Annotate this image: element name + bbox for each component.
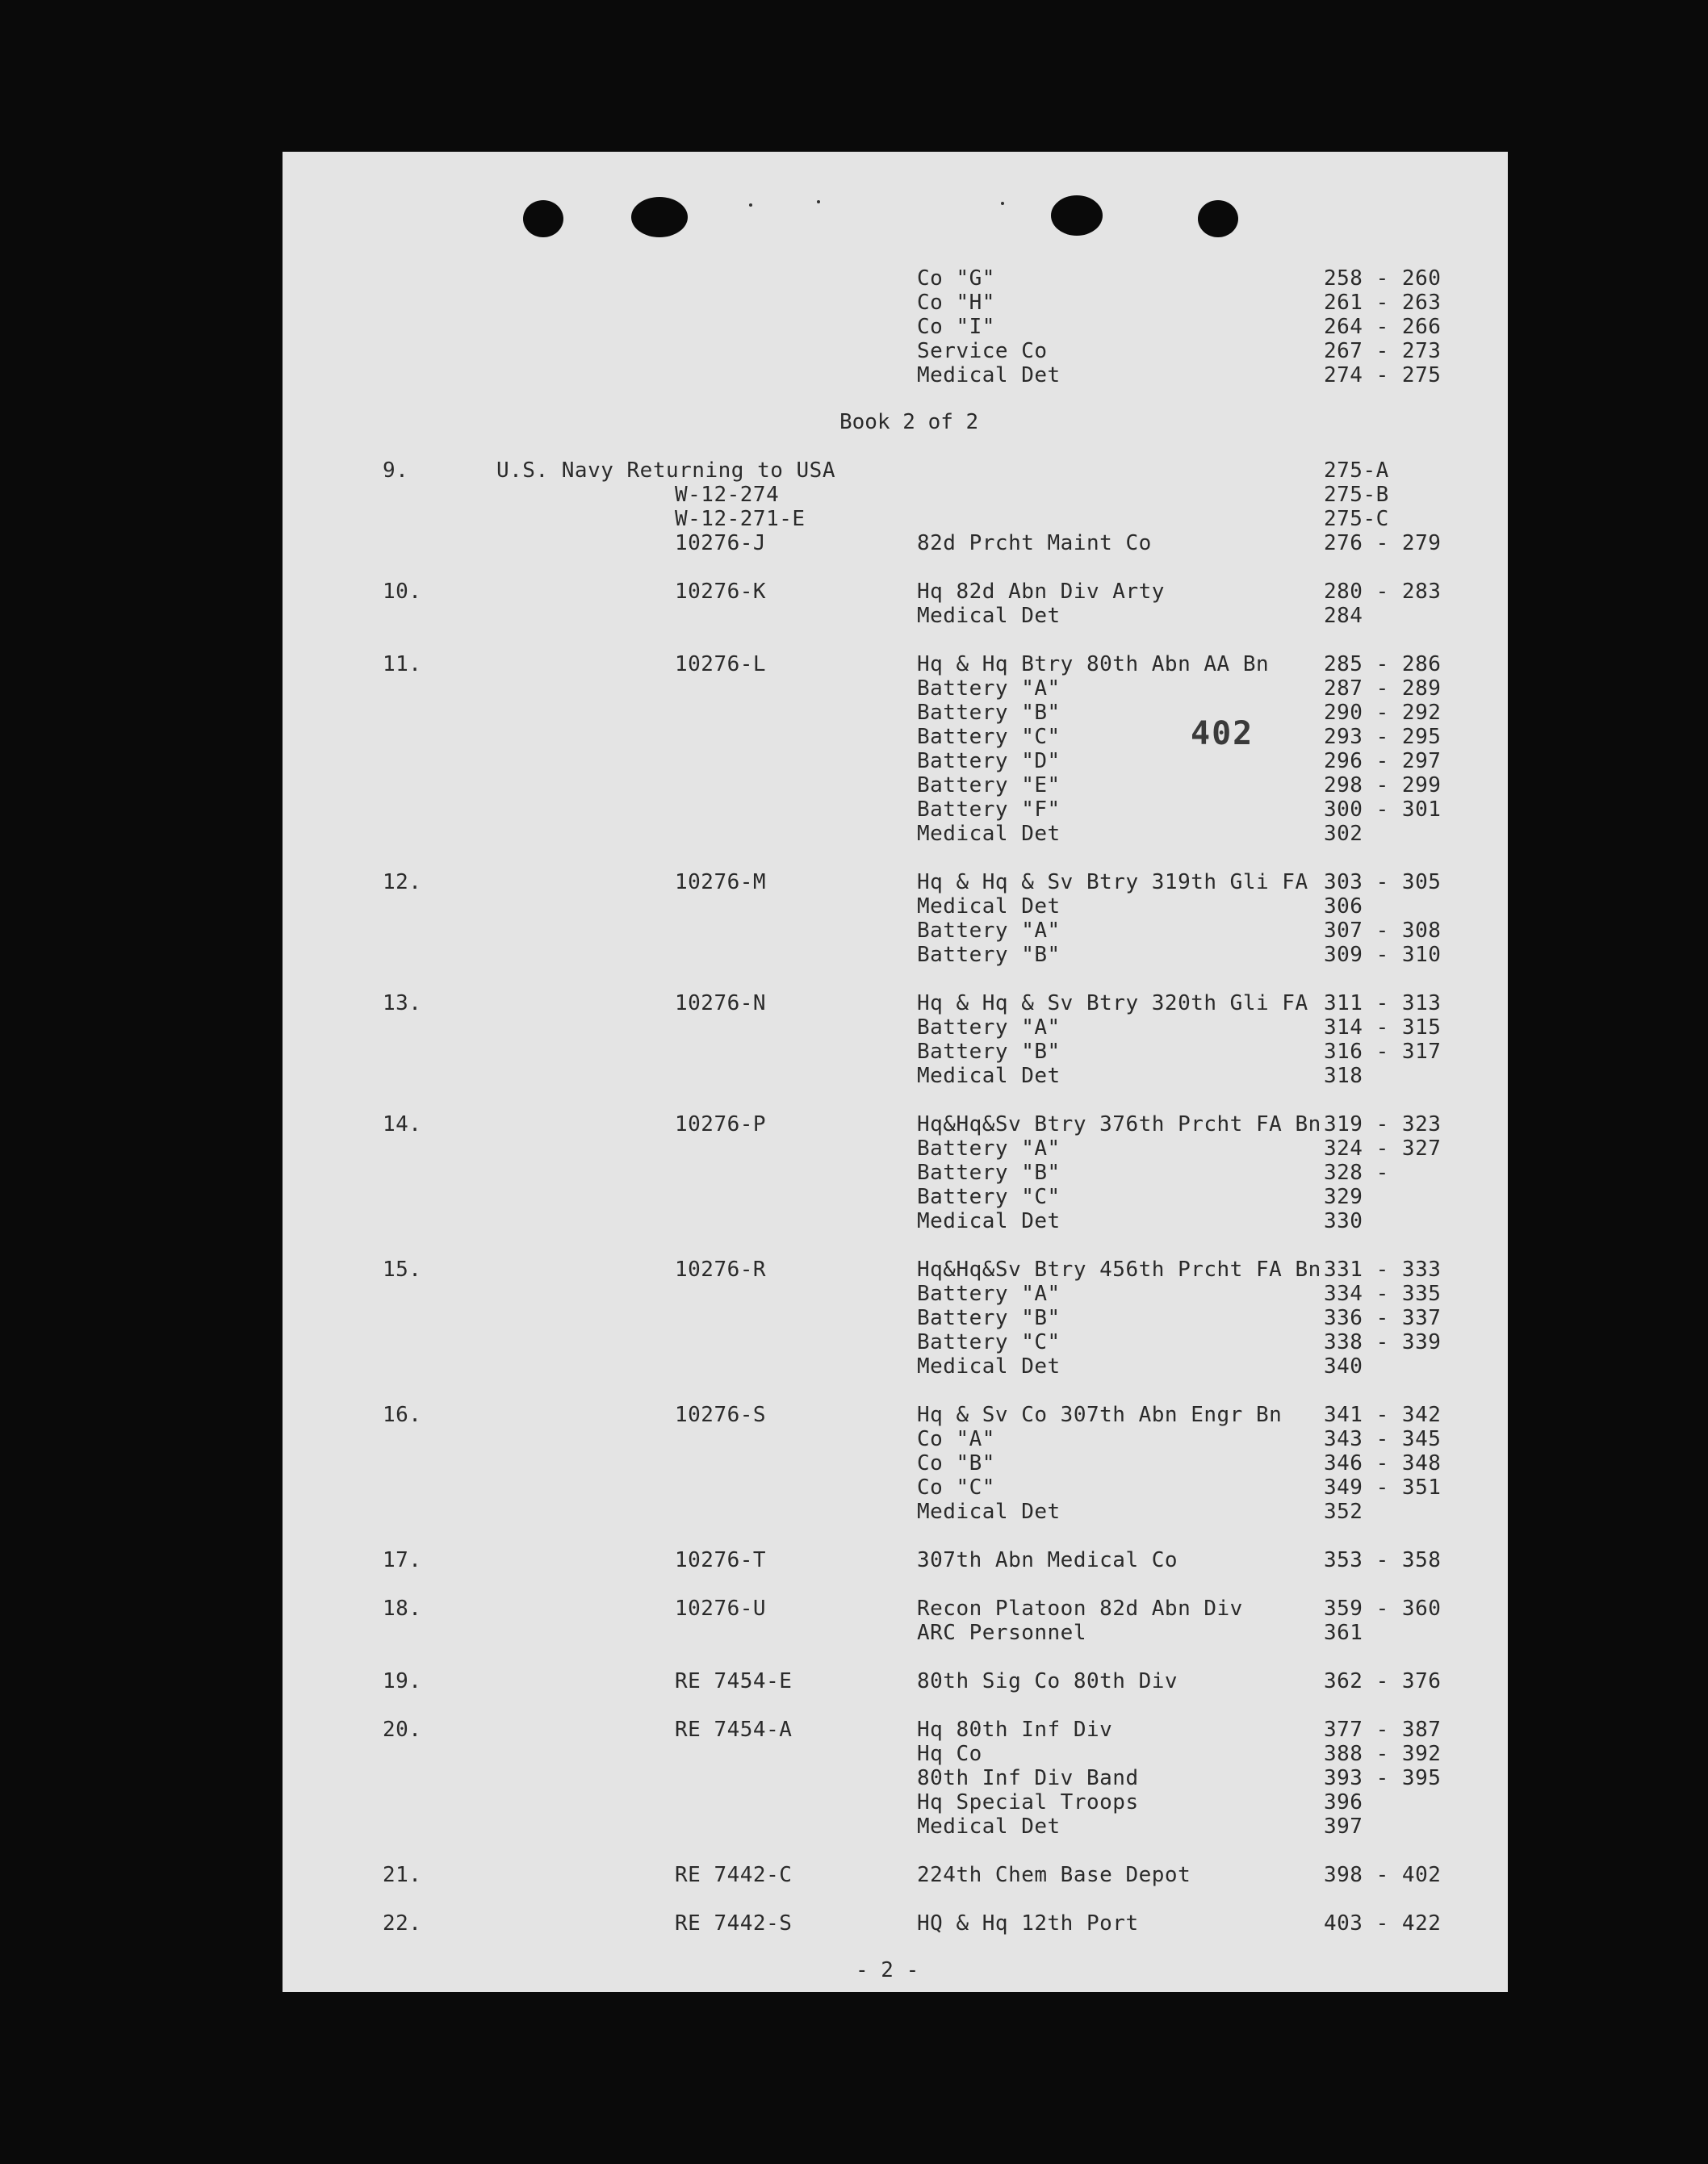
page-range: 398 - 402 [1324, 1863, 1442, 1887]
entry-number: 20. [383, 1718, 422, 1742]
page-range: 316 - 317 [1324, 1040, 1442, 1064]
entry-number: 11. [383, 652, 422, 676]
page-range: 377 - 387 [1324, 1718, 1442, 1742]
record-code: W-12-271-E [675, 507, 806, 531]
unit-name: Co "H" [917, 291, 995, 315]
page-range: 285 - 286 [1324, 652, 1442, 676]
unit-name: Medical Det [917, 1814, 1061, 1839]
page-range: 341 - 342 [1324, 1403, 1442, 1427]
page-range: 284 [1324, 604, 1363, 628]
entry-number: 18. [383, 1597, 422, 1621]
unit-name: 224th Chem Base Depot [917, 1863, 1191, 1887]
page-range: 296 - 297 [1324, 749, 1442, 773]
entry-description: U.S. Navy Returning to USA [496, 458, 835, 483]
page-range: 336 - 337 [1324, 1306, 1442, 1330]
page-range: 353 - 358 [1324, 1548, 1442, 1572]
document-sheet [283, 152, 1508, 1992]
unit-name: 307th Abn Medical Co [917, 1548, 1178, 1572]
page-range: 280 - 283 [1324, 580, 1442, 604]
unit-name: Hq&Hq&Sv Btry 376th Prcht FA Bn [917, 1112, 1321, 1136]
page-range: 311 - 313 [1324, 991, 1442, 1015]
unit-name: Co "I" [917, 315, 995, 339]
unit-name: Hq&Hq&Sv Btry 456th Prcht FA Bn [917, 1258, 1321, 1282]
page-range: 362 - 376 [1324, 1669, 1442, 1693]
entry-number: 10. [383, 580, 422, 604]
book-heading: Book 2 of 2 [839, 410, 979, 434]
unit-name: Medical Det [917, 1209, 1061, 1233]
record-code: 10276-N [675, 991, 767, 1015]
page-range: 290 - 292 [1324, 701, 1442, 725]
page-range: 276 - 279 [1324, 531, 1442, 555]
entry-number: 16. [383, 1403, 422, 1427]
record-code: RE 7454-E [675, 1669, 793, 1693]
page-range: 306 [1324, 894, 1363, 919]
page-range: 397 [1324, 1814, 1363, 1839]
punch-hole [1198, 200, 1238, 237]
record-code: W-12-274 [675, 483, 780, 507]
unit-name: Hq Special Troops [917, 1790, 1139, 1814]
page-number: - 2 - [856, 1958, 919, 1982]
unit-name: Hq 80th Inf Div [917, 1718, 1113, 1742]
record-code: RE 7442-C [675, 1863, 793, 1887]
unit-name: 80th Inf Div Band [917, 1766, 1139, 1790]
page-range: 403 - 422 [1324, 1911, 1442, 1936]
page-range: 264 - 266 [1324, 315, 1442, 339]
unit-name: Battery "B" [917, 943, 1061, 967]
unit-name: Medical Det [917, 604, 1061, 628]
unit-name: Battery "A" [917, 1282, 1061, 1306]
unit-name: Medical Det [917, 1500, 1061, 1524]
punch-hole [631, 197, 688, 237]
unit-name: Hq 82d Abn Div Arty [917, 580, 1165, 604]
page-range: 331 - 333 [1324, 1258, 1442, 1282]
record-code: 10276-U [675, 1597, 767, 1621]
unit-name: Medical Det [917, 1354, 1061, 1379]
page-range: 287 - 289 [1324, 676, 1442, 701]
unit-name: Hq & Hq Btry 80th Abn AA Bn [917, 652, 1270, 676]
unit-name: Battery "B" [917, 1306, 1061, 1330]
page-range: 302 [1324, 822, 1363, 846]
page-range: 346 - 348 [1324, 1451, 1442, 1475]
page-range: 261 - 263 [1324, 291, 1442, 315]
page-range: 275-A [1324, 458, 1389, 483]
record-code: 10276-J [675, 531, 767, 555]
entry-number: 22. [383, 1911, 422, 1936]
page-range: 303 - 305 [1324, 870, 1442, 894]
page-range: 388 - 392 [1324, 1742, 1442, 1766]
page-range: 258 - 260 [1324, 266, 1442, 291]
page-range: 330 [1324, 1209, 1363, 1233]
page-range: 293 - 295 [1324, 725, 1442, 749]
page-range: 359 - 360 [1324, 1597, 1442, 1621]
record-code: 10276-R [675, 1258, 767, 1282]
unit-name: Battery "C" [917, 1330, 1061, 1354]
page-range: 328 - [1324, 1161, 1389, 1185]
entry-number: 9. [383, 458, 409, 483]
unit-name: 82d Prcht Maint Co [917, 531, 1152, 555]
unit-name: ARC Personnel [917, 1621, 1086, 1645]
unit-name: Battery "F" [917, 797, 1061, 822]
unit-name: 80th Sig Co 80th Div [917, 1669, 1178, 1693]
page-range: 300 - 301 [1324, 797, 1442, 822]
entry-number: 13. [383, 991, 422, 1015]
unit-name: Battery "A" [917, 676, 1061, 701]
unit-name: Battery "B" [917, 1161, 1061, 1185]
unit-name: Service Co [917, 339, 1048, 363]
page-range: 274 - 275 [1324, 363, 1442, 387]
unit-name: Co "B" [917, 1451, 995, 1475]
unit-name: Co "C" [917, 1475, 995, 1500]
unit-name: Co "G" [917, 266, 995, 291]
unit-name: Battery "E" [917, 773, 1061, 797]
page-range: 314 - 315 [1324, 1015, 1442, 1040]
unit-name: Battery "D" [917, 749, 1061, 773]
punch-hole [523, 200, 563, 237]
entry-number: 21. [383, 1863, 422, 1887]
entry-number: 12. [383, 870, 422, 894]
page-range: 343 - 345 [1324, 1427, 1442, 1451]
entry-number: 17. [383, 1548, 422, 1572]
stamp-number: 402 [1191, 715, 1254, 752]
page-range: 396 [1324, 1790, 1363, 1814]
page-range: 361 [1324, 1621, 1363, 1645]
unit-name: Recon Platoon 82d Abn Div [917, 1597, 1243, 1621]
unit-name: Battery "A" [917, 1015, 1061, 1040]
page-range: 319 - 323 [1324, 1112, 1442, 1136]
page-range: 275-C [1324, 507, 1389, 531]
unit-name: Battery "C" [917, 725, 1061, 749]
page-range: 267 - 273 [1324, 339, 1442, 363]
record-code: 10276-K [675, 580, 767, 604]
unit-name: Medical Det [917, 894, 1061, 919]
page-range: 324 - 327 [1324, 1136, 1442, 1161]
page-range: 334 - 335 [1324, 1282, 1442, 1306]
unit-name: Hq Co [917, 1742, 982, 1766]
unit-name: Hq & Sv Co 307th Abn Engr Bn [917, 1403, 1283, 1427]
page-range: 318 [1324, 1064, 1363, 1088]
unit-name: Hq & Hq & Sv Btry 319th Gli FA [917, 870, 1308, 894]
unit-name: HQ & Hq 12th Port [917, 1911, 1139, 1936]
speck [817, 200, 820, 203]
record-code: RE 7442-S [675, 1911, 793, 1936]
unit-name: Battery "C" [917, 1185, 1061, 1209]
record-code: RE 7454-A [675, 1718, 793, 1742]
entry-number: 15. [383, 1258, 422, 1282]
record-code: 10276-P [675, 1112, 767, 1136]
page-range: 275-B [1324, 483, 1389, 507]
record-code: 10276-T [675, 1548, 767, 1572]
page-range: 338 - 339 [1324, 1330, 1442, 1354]
unit-name: Medical Det [917, 822, 1061, 846]
speck [1001, 202, 1004, 205]
page-range: 309 - 310 [1324, 943, 1442, 967]
page-range: 340 [1324, 1354, 1363, 1379]
unit-name: Co "A" [917, 1427, 995, 1451]
page-range: 352 [1324, 1500, 1363, 1524]
unit-name: Battery "A" [917, 1136, 1061, 1161]
page-range: 393 - 395 [1324, 1766, 1442, 1790]
record-code: 10276-L [675, 652, 767, 676]
speck [749, 203, 752, 207]
entry-number: 14. [383, 1112, 422, 1136]
page-range: 298 - 299 [1324, 773, 1442, 797]
unit-name: Battery "B" [917, 1040, 1061, 1064]
punch-hole [1051, 195, 1103, 236]
unit-name: Battery "B" [917, 701, 1061, 725]
unit-name: Battery "A" [917, 919, 1061, 943]
unit-name: Hq & Hq & Sv Btry 320th Gli FA [917, 991, 1308, 1015]
unit-name: Medical Det [917, 363, 1061, 387]
record-code: 10276-M [675, 870, 767, 894]
page-range: 307 - 308 [1324, 919, 1442, 943]
entry-number: 19. [383, 1669, 422, 1693]
record-code: 10276-S [675, 1403, 767, 1427]
unit-name: Medical Det [917, 1064, 1061, 1088]
page-range: 349 - 351 [1324, 1475, 1442, 1500]
page-range: 329 [1324, 1185, 1363, 1209]
